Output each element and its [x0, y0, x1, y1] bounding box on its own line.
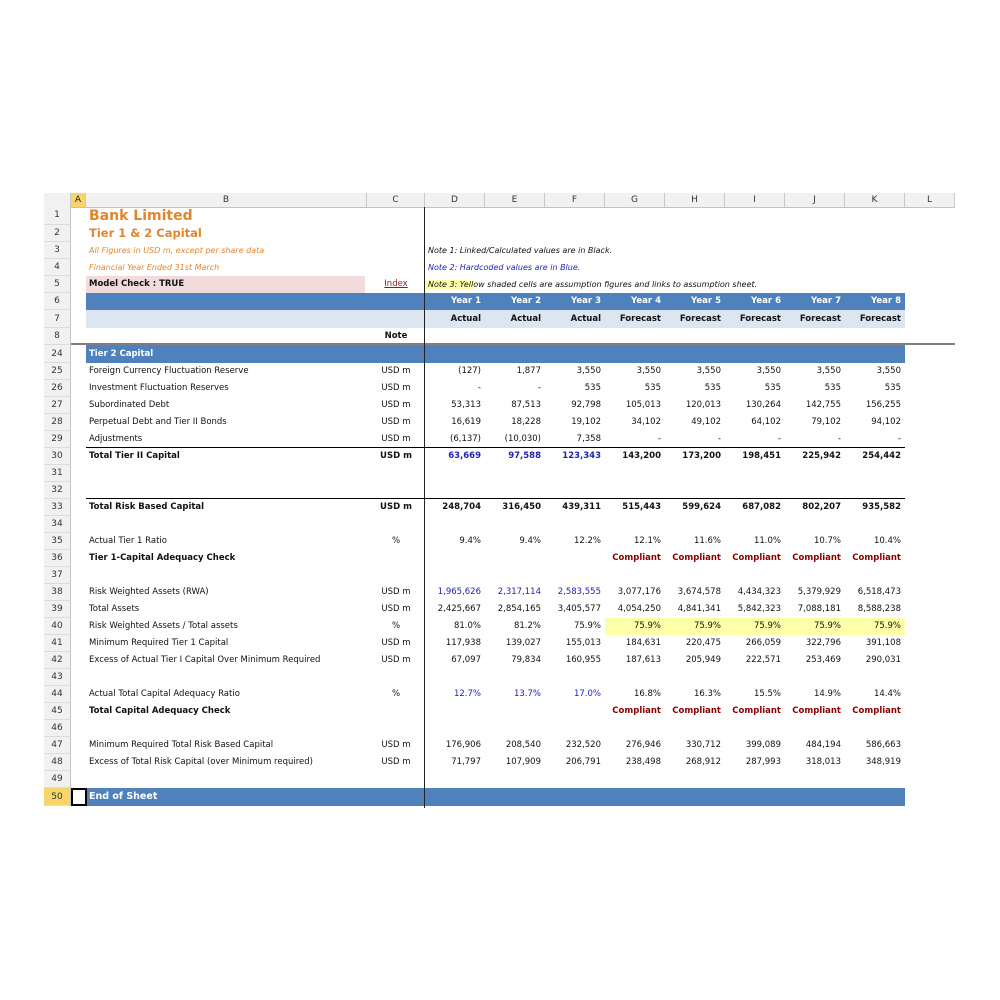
value-cell[interactable]: 535 — [884, 383, 901, 393]
unit-cell[interactable]: USD m — [381, 417, 411, 427]
row-header-selected[interactable]: 50 — [44, 788, 71, 806]
data-row-investment-reserves — [44, 380, 955, 397]
row-header[interactable]: 43 — [44, 669, 71, 686]
row-header[interactable]: 44 — [44, 686, 71, 703]
row-header[interactable]: 7 — [44, 310, 71, 328]
period-header[interactable]: Actual — [570, 314, 601, 324]
value-cell[interactable]: - — [717, 434, 721, 444]
row-header[interactable]: 26 — [44, 380, 71, 397]
data-row-total-risk-capital — [44, 499, 955, 516]
check-status-cell[interactable]: Compliant — [792, 706, 841, 716]
column-divider — [424, 207, 425, 808]
column-header-bar — [44, 193, 955, 208]
value-cell[interactable]: 75.9% — [845, 618, 905, 635]
value-cell[interactable]: 3,550 — [756, 366, 781, 376]
period-header[interactable]: Forecast — [619, 314, 661, 324]
check-status-cell[interactable] — [485, 703, 545, 720]
row-header[interactable]: 39 — [44, 601, 71, 618]
data-row-total-car-check — [44, 703, 955, 720]
value-cell[interactable]: 268,912 — [685, 757, 721, 767]
value-cell[interactable]: 248,704 — [442, 502, 481, 512]
value-cell[interactable]: 155,013 — [565, 638, 601, 648]
value-cell[interactable]: 515,443 — [622, 502, 661, 512]
value-cell[interactable]: 1,877 — [516, 366, 541, 376]
col-header-d[interactable]: D — [425, 193, 485, 207]
data-row-fx-reserve — [44, 363, 955, 380]
col-header-g[interactable]: G — [605, 193, 665, 207]
unit-cell[interactable]: USD m — [381, 638, 411, 648]
value-cell[interactable]: 4,054,250 — [617, 604, 661, 614]
value-cell[interactable]: 139,027 — [505, 638, 541, 648]
value-cell[interactable]: 4,841,341 — [677, 604, 721, 614]
value-cell[interactable]: 63,669 — [448, 451, 481, 461]
value-cell[interactable]: 123,343 — [562, 451, 601, 461]
unit-cell[interactable]: USD m — [380, 502, 412, 512]
col-header-k[interactable]: K — [845, 193, 905, 207]
value-cell[interactable]: 330,712 — [685, 740, 721, 750]
sheet-row — [44, 345, 955, 363]
value-cell[interactable]: 12.1% — [633, 536, 661, 546]
check-status-cell[interactable]: Compliant — [792, 553, 841, 563]
value-cell[interactable]: 64,102 — [751, 417, 781, 427]
value-cell[interactable]: (127) — [458, 366, 481, 376]
row-header[interactable]: 48 — [44, 754, 71, 771]
row-header[interactable]: 27 — [44, 397, 71, 414]
check-status-cell[interactable] — [545, 550, 605, 567]
value-cell[interactable]: 222,571 — [745, 655, 781, 665]
col-header-e[interactable]: E — [485, 193, 545, 207]
data-row-subordinated-debt — [44, 397, 955, 414]
check-status-cell[interactable]: Compliant — [852, 706, 901, 716]
unit-cell[interactable]: % — [391, 621, 401, 631]
row-header[interactable]: 36 — [44, 550, 71, 567]
sheet-row — [44, 328, 955, 345]
check-status-cell[interactable]: Compliant — [672, 706, 721, 716]
value-cell[interactable]: 3,405,577 — [557, 604, 601, 614]
years-row — [44, 293, 955, 310]
data-row-total-assets — [44, 601, 955, 618]
value-cell[interactable]: 266,059 — [745, 638, 781, 648]
data-row-tier1-ratio — [44, 533, 955, 550]
data-row-tier1-check — [44, 550, 955, 567]
value-cell[interactable]: 484,194 — [805, 740, 841, 750]
value-cell[interactable]: 535 — [644, 383, 661, 393]
note-column-header[interactable]: Note — [384, 331, 408, 341]
col-header-c[interactable]: C — [367, 193, 425, 207]
year-header[interactable]: Year 4 — [631, 296, 661, 306]
fy-subtitle[interactable]: Financial Year Ended 31st March — [89, 263, 220, 272]
row-header[interactable]: 25 — [44, 363, 71, 380]
check-status-cell[interactable]: Compliant — [612, 553, 661, 563]
sheet-row — [44, 771, 955, 788]
value-cell[interactable]: 290,031 — [865, 655, 901, 665]
model-check-cell[interactable]: Model Check : TRUE — [86, 276, 365, 293]
value-cell[interactable]: 94,102 — [871, 417, 901, 427]
data-row-total-tier2 — [44, 448, 955, 465]
note-3-highlight: Note 3: Yell — [425, 280, 473, 289]
company-title[interactable]: Bank Limited — [89, 208, 193, 224]
value-cell[interactable]: 348,919 — [865, 757, 901, 767]
value-cell[interactable]: 198,451 — [742, 451, 781, 461]
sheet-row — [44, 720, 955, 737]
value-cell[interactable]: 316,450 — [502, 502, 541, 512]
value-cell[interactable]: 206,791 — [565, 757, 601, 767]
value-cell[interactable]: 11.6% — [693, 536, 721, 546]
row-header[interactable]: 46 — [44, 720, 71, 737]
value-cell[interactable]: 75.9% — [605, 618, 665, 635]
tier2-band — [86, 345, 905, 363]
unit-cell[interactable]: % — [391, 689, 401, 699]
value-cell[interactable]: 599,624 — [682, 502, 721, 512]
row-header[interactable]: 4 — [44, 259, 71, 276]
unit-cell[interactable]: % — [391, 536, 401, 546]
col-header-l[interactable]: L — [905, 193, 955, 207]
row-header[interactable]: 49 — [44, 771, 71, 788]
index-link[interactable]: Index — [384, 279, 408, 289]
row-label[interactable]: Foreign Currency Fluctuation Reserve — [89, 366, 249, 376]
col-header-b[interactable]: B — [86, 193, 367, 207]
value-cell[interactable]: 16,619 — [451, 417, 481, 427]
value-cell[interactable]: 160,955 — [565, 655, 601, 665]
data-row-rwa — [44, 584, 955, 601]
value-cell[interactable]: 208,540 — [505, 740, 541, 750]
value-cell[interactable]: 12.7% — [453, 689, 481, 699]
data-row-min-total-capital — [44, 737, 955, 754]
col-header-i[interactable]: I — [725, 193, 785, 207]
unit-cell[interactable]: USD m — [381, 655, 411, 665]
value-cell[interactable]: - — [477, 383, 481, 393]
row-header[interactable]: 47 — [44, 737, 71, 754]
value-cell[interactable]: 322,796 — [805, 638, 841, 648]
value-cell[interactable]: 9.4% — [459, 536, 481, 546]
period-header[interactable]: Actual — [510, 314, 541, 324]
end-band — [87, 788, 905, 806]
value-cell[interactable]: 3,550 — [636, 366, 661, 376]
period-header[interactable]: Forecast — [859, 314, 901, 324]
value-cell[interactable]: 687,082 — [742, 502, 781, 512]
sheet-row — [44, 669, 955, 686]
end-of-sheet-label[interactable]: End of Sheet — [89, 791, 158, 802]
period-header[interactable]: Actual — [450, 314, 481, 324]
unit-cell[interactable]: USD m — [381, 434, 411, 444]
sheet-title[interactable]: Tier 1 & 2 Capital — [89, 226, 202, 240]
row-label[interactable]: Actual Tier 1 Ratio — [89, 536, 167, 546]
data-row-rwa-ratio — [44, 618, 955, 635]
data-row-excess-total-capital — [44, 754, 955, 771]
row-label[interactable]: Excess of Total Risk Capital (over Minimum required) — [89, 757, 313, 767]
note-3-rest: ow shaded cells are assumption figures and links to assumption sheet. — [473, 280, 758, 289]
row-label[interactable]: Investment Fluctuation Reserves — [89, 383, 229, 393]
value-cell[interactable]: 9.4% — [519, 536, 541, 546]
row-header[interactable]: 38 — [44, 584, 71, 601]
value-cell[interactable]: 3,550 — [816, 366, 841, 376]
row-header[interactable]: 37 — [44, 567, 71, 584]
row-header[interactable]: 29 — [44, 431, 71, 448]
row-label[interactable]: Risk Weighted Assets / Total assets — [89, 621, 238, 631]
value-cell[interactable]: 130,264 — [745, 400, 781, 410]
row-header[interactable]: 6 — [44, 293, 71, 310]
row-header[interactable]: 5 — [44, 276, 71, 293]
value-cell[interactable]: 87,513 — [511, 400, 541, 410]
value-cell[interactable]: 49,102 — [691, 417, 721, 427]
period-header[interactable]: Forecast — [739, 314, 781, 324]
check-status-cell[interactable]: Compliant — [612, 706, 661, 716]
value-cell[interactable]: 79,834 — [511, 655, 541, 665]
value-cell[interactable]: 287,993 — [745, 757, 781, 767]
sheet-row — [44, 567, 955, 584]
value-cell[interactable]: 6,518,473 — [857, 587, 901, 597]
row-header[interactable]: 33 — [44, 499, 71, 516]
value-cell[interactable]: 156,255 — [865, 400, 901, 410]
value-cell[interactable]: 535 — [824, 383, 841, 393]
select-all-corner[interactable] — [44, 193, 71, 207]
value-cell[interactable]: 7,088,181 — [797, 604, 841, 614]
data-row-perpetual-debt — [44, 414, 955, 431]
value-cell[interactable]: 3,550 — [696, 366, 721, 376]
unit-cell[interactable]: USD m — [381, 740, 411, 750]
row-header[interactable]: 35 — [44, 533, 71, 550]
value-cell[interactable]: 92,798 — [571, 400, 601, 410]
data-row-adjustments — [44, 431, 955, 448]
row-label[interactable]: Risk Weighted Assets (RWA) — [89, 587, 209, 597]
value-cell[interactable]: 253,469 — [805, 655, 841, 665]
row-header[interactable]: 8 — [44, 328, 71, 345]
row-header[interactable]: 42 — [44, 652, 71, 669]
row-label[interactable]: Total Assets — [89, 604, 140, 614]
value-cell[interactable]: 232,520 — [565, 740, 601, 750]
year-header[interactable]: Year 3 — [571, 296, 601, 306]
value-cell[interactable]: 75.9% — [725, 618, 785, 635]
value-cell[interactable]: 184,631 — [625, 638, 661, 648]
spreadsheet-grid[interactable] — [44, 193, 955, 808]
sheet-row — [44, 465, 955, 482]
value-cell[interactable]: 535 — [584, 383, 601, 393]
value-cell[interactable]: 535 — [704, 383, 721, 393]
unit-cell[interactable]: USD m — [381, 604, 411, 614]
value-cell[interactable]: (10,030) — [504, 434, 541, 444]
year-header[interactable]: Year 1 — [451, 296, 481, 306]
value-cell[interactable]: 935,582 — [862, 502, 901, 512]
note-1[interactable]: Note 1: Linked/Calculated values are in Black. — [428, 246, 613, 255]
value-cell[interactable]: 276,946 — [625, 740, 661, 750]
sheet-row — [44, 516, 955, 533]
value-cell[interactable]: 79,102 — [811, 417, 841, 427]
value-cell[interactable]: 81.2% — [513, 621, 541, 631]
check-status-cell[interactable] — [425, 550, 485, 567]
value-cell[interactable]: 142,755 — [805, 400, 841, 410]
value-cell[interactable]: 173,200 — [682, 451, 721, 461]
sheet-row — [44, 242, 955, 259]
value-cell[interactable]: 220,475 — [685, 638, 721, 648]
row-label[interactable]: Perpetual Debt and Tier II Bonds — [89, 417, 227, 427]
value-cell[interactable]: 105,013 — [625, 400, 661, 410]
sheet-row — [44, 225, 955, 242]
check-status-cell[interactable] — [545, 703, 605, 720]
data-row-min-tier1 — [44, 635, 955, 652]
value-cell[interactable]: 14.4% — [873, 689, 901, 699]
periods-row — [44, 310, 955, 328]
note-2[interactable]: Note 2: Hardcoded values are in Blue. — [428, 263, 581, 272]
value-cell[interactable]: 439,311 — [562, 502, 601, 512]
row-header[interactable]: 31 — [44, 465, 71, 482]
row-label[interactable]: Adjustments — [89, 434, 143, 444]
check-status-cell[interactable] — [485, 550, 545, 567]
year-header[interactable]: Year 5 — [691, 296, 721, 306]
period-header[interactable]: Forecast — [679, 314, 721, 324]
value-cell[interactable]: 15.5% — [753, 689, 781, 699]
row-header[interactable]: 2 — [44, 225, 71, 242]
value-cell[interactable]: 5,842,323 — [737, 604, 781, 614]
value-cell[interactable]: 238,498 — [625, 757, 661, 767]
value-cell[interactable]: - — [537, 383, 541, 393]
value-cell[interactable]: 107,909 — [505, 757, 541, 767]
value-cell[interactable]: 205,949 — [685, 655, 721, 665]
row-header[interactable]: 40 — [44, 618, 71, 635]
row-label[interactable]: Tier 1-Capital Adequacy Check — [89, 553, 236, 563]
value-cell[interactable]: 2,317,114 — [497, 587, 541, 597]
value-cell[interactable]: 391,108 — [865, 638, 901, 648]
value-cell[interactable]: 3,077,176 — [617, 587, 661, 597]
row-label[interactable]: Total Risk Based Capital — [89, 502, 205, 512]
value-cell[interactable]: 16.8% — [633, 689, 661, 699]
value-cell[interactable]: 120,013 — [685, 400, 721, 410]
sheet-row — [44, 482, 955, 499]
check-status-cell[interactable]: Compliant — [852, 553, 901, 563]
year-header[interactable]: Year 2 — [511, 296, 541, 306]
sheet-row — [44, 259, 955, 276]
value-cell[interactable]: 18,228 — [511, 417, 541, 427]
note-3[interactable] — [425, 276, 757, 293]
value-cell[interactable]: 75.9% — [665, 618, 725, 635]
value-cell[interactable]: 3,550 — [876, 366, 901, 376]
value-cell[interactable]: 14.9% — [813, 689, 841, 699]
selected-cell-a50[interactable] — [71, 788, 87, 806]
value-cell[interactable]: 11.0% — [753, 536, 781, 546]
year-header[interactable]: Year 6 — [751, 296, 781, 306]
value-cell[interactable]: - — [837, 434, 841, 444]
col-header-f[interactable]: F — [545, 193, 605, 207]
period-header[interactable]: Forecast — [799, 314, 841, 324]
unit-cell[interactable] — [367, 703, 425, 720]
sheet-row — [44, 207, 955, 225]
row-label[interactable]: Subordinated Debt — [89, 400, 170, 410]
value-cell[interactable]: 176,906 — [445, 740, 481, 750]
row-header[interactable]: 32 — [44, 482, 71, 499]
value-cell[interactable]: 225,942 — [802, 451, 841, 461]
check-status-cell[interactable]: Compliant — [732, 706, 781, 716]
row-label[interactable]: Minimum Required Tier 1 Capital — [89, 638, 229, 648]
sheet-row — [44, 276, 955, 293]
value-cell[interactable]: 12.2% — [573, 536, 601, 546]
value-cell[interactable]: 586,663 — [865, 740, 901, 750]
value-cell[interactable]: 34,102 — [631, 417, 661, 427]
row-header[interactable]: 1 — [44, 207, 71, 225]
value-cell[interactable]: 75.9% — [785, 618, 845, 635]
unit-cell[interactable]: USD m — [381, 757, 411, 767]
value-cell[interactable]: - — [657, 434, 661, 444]
unit-cell[interactable]: USD m — [380, 451, 412, 461]
value-cell[interactable]: 75.9% — [573, 621, 601, 631]
value-cell[interactable]: 2,583,555 — [557, 587, 601, 597]
value-cell[interactable]: 67,097 — [451, 655, 481, 665]
unit-cell[interactable]: USD m — [381, 587, 411, 597]
value-cell[interactable]: 117,938 — [445, 638, 481, 648]
value-cell[interactable]: - — [777, 434, 781, 444]
row-header[interactable]: 34 — [44, 516, 71, 533]
end-of-sheet-row — [44, 788, 955, 806]
tier2-section-title[interactable]: Tier 2 Capital — [89, 349, 154, 359]
value-cell[interactable]: 254,442 — [862, 451, 901, 461]
value-cell[interactable]: 2,854,165 — [497, 604, 541, 614]
check-status-cell[interactable]: Compliant — [672, 553, 721, 563]
data-row-excess-tier1 — [44, 652, 955, 669]
value-cell[interactable]: 3,674,578 — [677, 587, 721, 597]
figures-subtitle[interactable]: All Figures in USD m, except per share data — [89, 246, 265, 255]
value-cell[interactable]: 2,425,667 — [437, 604, 481, 614]
data-row-total-car — [44, 686, 955, 703]
unit-cell[interactable]: USD m — [381, 400, 411, 410]
value-cell[interactable]: 4,434,323 — [737, 587, 781, 597]
row-header[interactable]: 30 — [44, 448, 71, 465]
value-cell[interactable]: 81.0% — [453, 621, 481, 631]
unit-cell[interactable]: USD m — [381, 366, 411, 376]
value-cell[interactable]: (6,137) — [450, 434, 481, 444]
value-cell[interactable]: 8,588,238 — [857, 604, 901, 614]
col-header-j[interactable]: J — [785, 193, 845, 207]
check-status-cell[interactable] — [425, 703, 485, 720]
value-cell[interactable]: 19,102 — [571, 417, 601, 427]
row-label[interactable]: Total Tier II Capital — [89, 451, 180, 461]
row-header[interactable]: 41 — [44, 635, 71, 652]
value-cell[interactable]: 53,313 — [451, 400, 481, 410]
value-cell[interactable]: 802,207 — [802, 502, 841, 512]
value-cell[interactable]: 1,965,626 — [437, 587, 481, 597]
value-cell[interactable]: 318,013 — [805, 757, 841, 767]
value-cell[interactable]: 535 — [764, 383, 781, 393]
row-label[interactable]: Total Capital Adequacy Check — [89, 706, 231, 716]
value-cell[interactable]: 16.3% — [693, 689, 721, 699]
row-label[interactable]: Actual Total Capital Adequacy Ratio — [89, 689, 240, 699]
row-header[interactable]: 28 — [44, 414, 71, 431]
value-cell[interactable]: - — [897, 434, 901, 444]
value-cell[interactable]: 187,613 — [625, 655, 661, 665]
unit-cell[interactable] — [367, 550, 425, 567]
row-header[interactable]: 45 — [44, 703, 71, 720]
value-cell[interactable]: 17.0% — [573, 689, 601, 699]
value-cell[interactable]: 143,200 — [622, 451, 661, 461]
row-header[interactable]: 24 — [44, 345, 71, 363]
row-header[interactable]: 3 — [44, 242, 71, 259]
value-cell[interactable]: 10.7% — [813, 536, 841, 546]
col-header-a[interactable]: A — [71, 193, 86, 207]
value-cell[interactable]: 3,550 — [576, 366, 601, 376]
value-cell[interactable]: 10.4% — [873, 536, 901, 546]
value-cell[interactable]: 97,588 — [508, 451, 541, 461]
value-cell[interactable]: 5,379,929 — [797, 587, 841, 597]
col-header-h[interactable]: H — [665, 193, 725, 207]
year-header[interactable]: Year 7 — [811, 296, 841, 306]
check-status-cell[interactable]: Compliant — [732, 553, 781, 563]
row-label[interactable]: Minimum Required Total Risk Based Capital — [89, 740, 274, 750]
unit-cell[interactable]: USD m — [381, 383, 411, 393]
value-cell[interactable]: 7,358 — [576, 434, 601, 444]
row-label[interactable]: Excess of Actual Tier I Capital Over Minimum Required — [89, 655, 321, 665]
value-cell[interactable]: 71,797 — [451, 757, 481, 767]
year-header[interactable]: Year 8 — [871, 296, 901, 306]
value-cell[interactable]: 399,089 — [745, 740, 781, 750]
value-cell[interactable]: 13.7% — [513, 689, 541, 699]
